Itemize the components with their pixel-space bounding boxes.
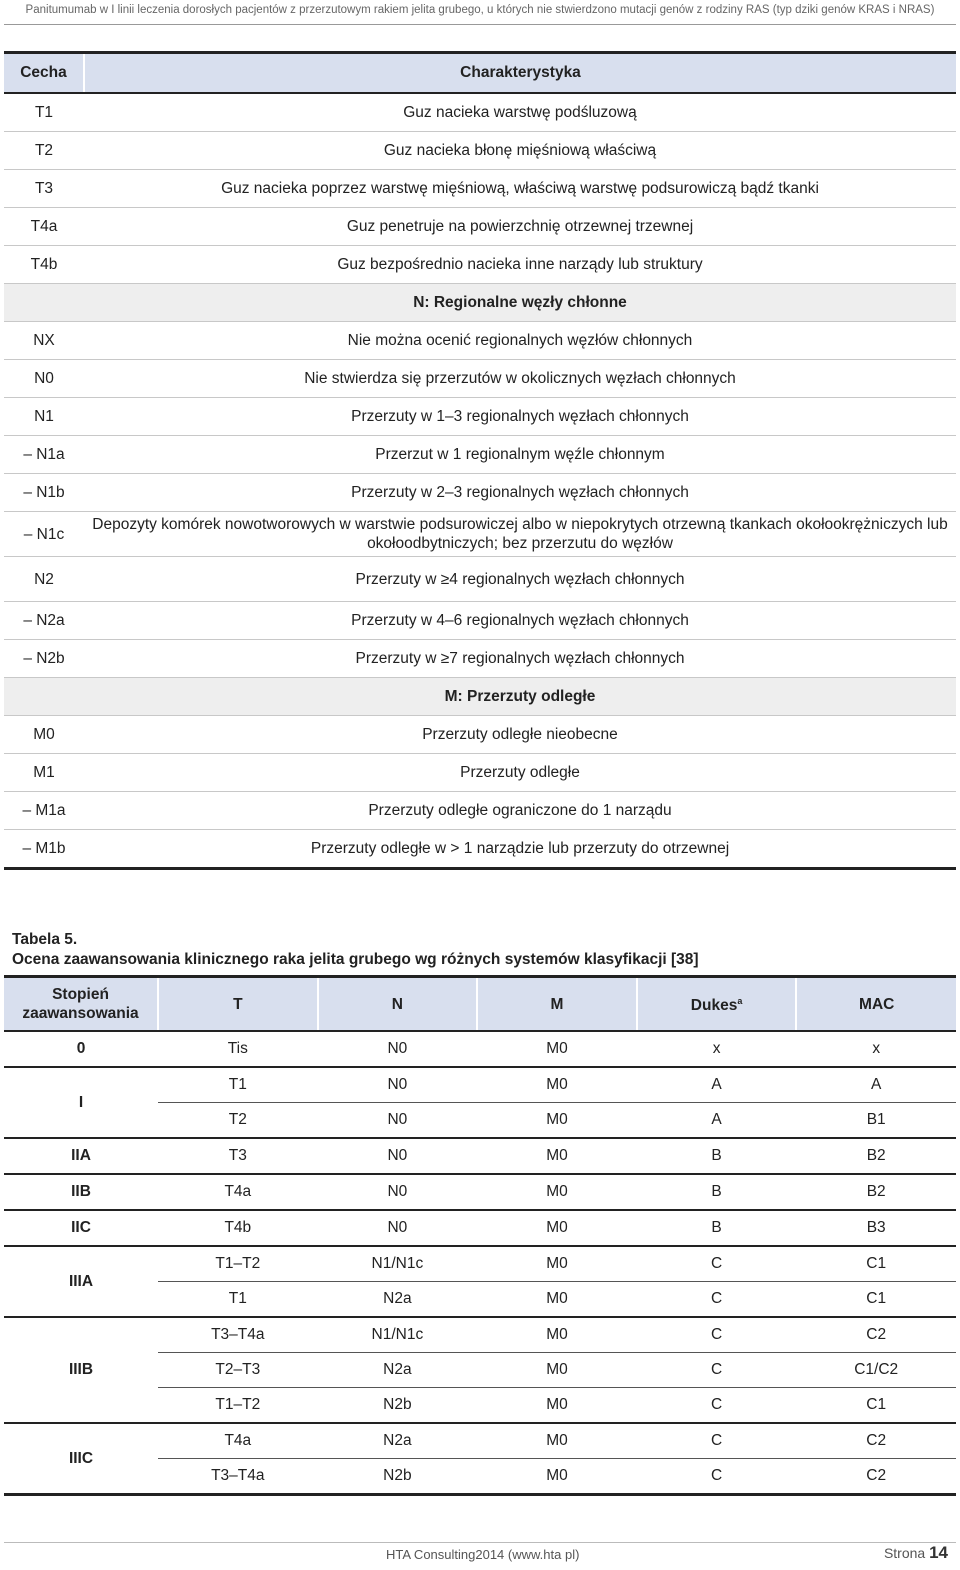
staging-row [4,1246,956,1282]
running-header: Panitumumab w I linii leczenia dorosłych pacjentów z przerzutowym rakiem jelita grubego, u których nie stwierdzono mutacji genów z rodziny RAS (typ dziki genów KRAS i NRAS) [25,4,935,16]
mac-value: C1 [796,1282,956,1318]
m-value: M0 [477,1459,637,1495]
header-divider [4,24,956,25]
m-value: M0 [477,1031,637,1067]
section-title: N: Regionalne węzły chłonne [84,284,956,322]
n-value: N2b [318,1459,478,1495]
m-value: M0 [477,1138,637,1174]
t-value: Tis [158,1031,318,1067]
dukes-value: B [637,1210,797,1246]
footer-divider [4,1542,956,1543]
dukes-value: B [637,1174,797,1210]
mac-value: C2 [796,1423,956,1459]
column-header-m: M [477,977,637,1032]
stage-cell: IIB [4,1174,158,1210]
mac-value: B2 [796,1174,956,1210]
tnm-description: Przerzuty w ≥4 regionalnych węzłach chłonnych [84,557,956,602]
tnm-code: NX [4,322,84,360]
dukes-value: A [637,1067,797,1103]
tnm-code: – M1b [4,830,84,869]
staging-row [4,1067,956,1103]
column-header-dukes [637,977,797,1032]
section-title: M: Przerzuty odległe [84,678,956,716]
t-value: T2 [158,1103,318,1139]
tnm-code: – M1a [4,792,84,830]
tnm-code: T4a [4,208,84,246]
mac-value: A [796,1067,956,1103]
tnm-code: T4b [4,246,84,284]
m-value: M0 [477,1423,637,1459]
section-empty-cell [4,678,84,716]
tnm-description: Przerzuty odległe [84,754,956,792]
staging-header-row [4,977,956,1032]
tnm-description: Przerzut w 1 regionalnym węźle chłonnym [84,436,956,474]
tnm-description: Przerzuty odległe ograniczone do 1 narządu [84,792,956,830]
staging-table [4,975,956,1496]
n-value: N1/N1c [318,1246,478,1282]
mac-value: C1/C2 [796,1353,956,1388]
tnm-row [4,830,956,869]
mac-value: B1 [796,1103,956,1139]
staging-row [4,1174,956,1210]
tnm-row [4,754,956,792]
dukes-value: A [637,1103,797,1139]
dukes-value: C [637,1459,797,1495]
tnm-row [4,436,956,474]
page-number: 14 [929,1543,948,1562]
stage-cell: IIC [4,1210,158,1246]
page-label: Strona [883,1545,926,1561]
tnm-code: – N2a [4,602,84,640]
t-value: T2–T3 [158,1353,318,1388]
dukes-label: Dukes [690,997,738,1015]
tnm-description: Guz nacieka warstwę podśluzową [84,93,956,132]
staging-row [4,1317,956,1353]
mac-value: C2 [796,1317,956,1353]
staging-row [4,1423,956,1459]
mac-value: C1 [796,1388,956,1424]
m-value: M0 [477,1353,637,1388]
tnm-row [4,602,956,640]
tnm-code: – N2b [4,640,84,678]
t-value: T1 [158,1067,318,1103]
stage-cell: I [4,1067,158,1138]
n-value: N2a [318,1282,478,1318]
tnm-row [4,132,956,170]
table-caption [12,930,699,969]
tnm-code: – N1c [4,512,84,557]
tnm-row [4,246,956,284]
stage-cell: IIIA [4,1246,158,1317]
tnm-code: – N1a [4,436,84,474]
dukes-value: C [637,1282,797,1318]
tnm-description: Nie stwierdza się przerzutów w okolicznych węzłach chłonnych [84,360,956,398]
tnm-description: Przerzuty w 2–3 regionalnych węzłach chłonnych [84,474,956,512]
m-value: M0 [477,1317,637,1353]
mac-value: C1 [796,1246,956,1282]
table-label: Tabela 5. [12,931,78,948]
t-value: T4b [158,1210,318,1246]
n-value: N2a [318,1353,478,1388]
n-value: N0 [318,1138,478,1174]
tnm-code: N2 [4,557,84,602]
tnm-description: Nie można ocenić regionalnych węzłów chłonnych [84,322,956,360]
t-value: T1–T2 [158,1388,318,1424]
tnm-row [4,93,956,132]
t-value: T1–T2 [158,1246,318,1282]
n-value: N0 [318,1103,478,1139]
tnm-row [4,512,956,557]
tnm-description: Guz nacieka błonę mięśniową właściwą [84,132,956,170]
column-header-t: T [158,977,318,1032]
tnm-row [4,792,956,830]
tnm-code: N1 [4,398,84,436]
tnm-row [4,716,956,754]
tnm-description: Przerzuty odległe w > 1 narządzie lub przerzuty do otrzewnej [84,830,956,869]
table-title: Ocena zaawansowania klinicznego raka jelita grubego wg różnych systemów klasyfikacji [38] [12,950,699,968]
dukes-value: C [637,1388,797,1424]
staging-row [4,1031,956,1067]
tnm-header-row [4,53,956,94]
tnm-row [4,322,956,360]
column-header-n: N [318,977,478,1032]
m-value: M0 [477,1103,637,1139]
column-header-feature: Cecha [4,53,84,94]
tnm-description: Przerzuty w 4–6 regionalnych węzłach chłonnych [84,602,956,640]
tnm-code: M1 [4,754,84,792]
tnm-row [4,208,956,246]
footer-publisher: HTA Consulting2014 (www.hta pl) [386,1547,580,1562]
n-value: N2a [318,1423,478,1459]
dukes-value: C [637,1353,797,1388]
stage-header-line2: zaawansowania [22,1005,139,1022]
column-header-characteristic: Charakterystyka [84,53,956,94]
tnm-description: Guz nacieka poprzez warstwę mięśniową, właściwą warstwę podsurowiczą bądź tkanki [84,170,956,208]
tnm-section-row [4,284,956,322]
dukes-value: B [637,1138,797,1174]
mac-value: B3 [796,1210,956,1246]
tnm-row [4,474,956,512]
staging-row [4,1138,956,1174]
t-value: T3 [158,1138,318,1174]
t-value: T4a [158,1423,318,1459]
tnm-description: Przerzuty w 1–3 regionalnych węzłach chłonnych [84,398,956,436]
t-value: T1 [158,1282,318,1318]
dukes-value: C [637,1423,797,1459]
tnm-code: T1 [4,93,84,132]
column-header-mac: MAC [796,977,956,1032]
dukes-superscript: a [737,996,743,1007]
tnm-code: T2 [4,132,84,170]
m-value: M0 [477,1246,637,1282]
section-empty-cell [4,284,84,322]
stage-cell: 0 [4,1031,158,1067]
stage-header-line1: Stopień [52,986,109,1003]
m-value: M0 [477,1210,637,1246]
m-value: M0 [477,1388,637,1424]
tnm-description: Guz penetruje na powierzchnię otrzewnej trzewnej [84,208,956,246]
tnm-code: M0 [4,716,84,754]
t-value: T4a [158,1174,318,1210]
t-value: T3–T4a [158,1317,318,1353]
n-value: N0 [318,1067,478,1103]
mac-value: B2 [796,1138,956,1174]
n-value: N0 [318,1210,478,1246]
tnm-row [4,557,956,602]
stage-cell: IIIC [4,1423,158,1495]
m-value: M0 [477,1067,637,1103]
tnm-description: Przerzuty w ≥7 regionalnych węzłach chłonnych [84,640,956,678]
dukes-value: C [637,1246,797,1282]
dukes-value: C [637,1317,797,1353]
footer-page [884,1543,948,1563]
staging-row [4,1210,956,1246]
tnm-row [4,640,956,678]
dukes-value: x [637,1031,797,1067]
m-value: M0 [477,1174,637,1210]
n-value: N0 [318,1174,478,1210]
column-header-stage [4,977,158,1032]
tnm-row [4,398,956,436]
n-value: N0 [318,1031,478,1067]
tnm-description: Depozyty komórek nowotworowych w warstwie podsurowiczej albo w niepokrytych otrzewną tkankach okołookrężniczych lub okołoodbytniczych; bez przerzutu do węzłów [84,512,956,557]
mac-value: C2 [796,1459,956,1495]
tnm-code: T3 [4,170,84,208]
m-value: M0 [477,1282,637,1318]
tnm-description: Przerzuty odległe nieobecne [84,716,956,754]
tnm-row [4,360,956,398]
stage-cell: IIA [4,1138,158,1174]
t-value: T3–T4a [158,1459,318,1495]
mac-value: x [796,1031,956,1067]
stage-cell: IIIB [4,1317,158,1423]
n-value: N1/N1c [318,1317,478,1353]
n-value: N2b [318,1388,478,1424]
tnm-classification-table [4,51,956,870]
tnm-code: N0 [4,360,84,398]
tnm-description: Guz bezpośrednio nacieka inne narządy lub struktury [84,246,956,284]
tnm-section-row [4,678,956,716]
tnm-row [4,170,956,208]
tnm-code: – N1b [4,474,84,512]
